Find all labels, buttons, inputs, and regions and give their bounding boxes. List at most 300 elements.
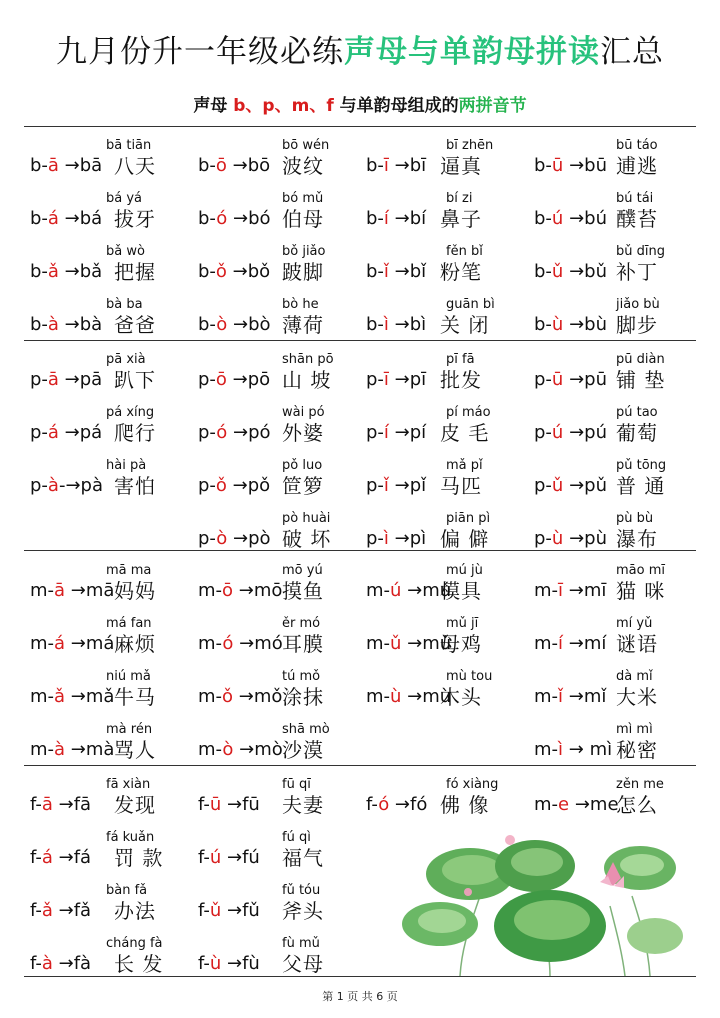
- example-word: 怎么: [616, 793, 658, 817]
- initial-consonant: b-: [198, 314, 217, 335]
- initial-consonant: m-: [198, 633, 223, 654]
- example-word: 木头: [440, 685, 482, 709]
- spelling-formula: [366, 207, 426, 231]
- syllable-cell: [30, 185, 200, 237]
- initial-consonant: f-: [198, 953, 210, 974]
- initial-consonant: m-: [30, 686, 55, 707]
- final-vowel: ǐ: [383, 261, 389, 282]
- syllable-result: →pó: [227, 422, 271, 443]
- example-word: 瀑布: [616, 527, 658, 551]
- final-vowel: ú: [551, 208, 564, 229]
- initial-consonant: p-: [198, 475, 216, 496]
- syllable-result: →pǒ: [226, 475, 271, 496]
- syllable-cell: [534, 346, 704, 398]
- syllable-result: →mō: [233, 580, 283, 601]
- pinyin-annotation: bá yá: [106, 191, 143, 206]
- syllable-result: →pò: [227, 528, 271, 549]
- spelling-formula: [30, 260, 102, 284]
- final-vowel: ā: [47, 155, 59, 176]
- pinyin-annotation: hài pà: [106, 458, 147, 473]
- example-word: 罚 款: [114, 846, 164, 870]
- final-vowel: ō: [222, 580, 234, 601]
- final-vowel: ā: [41, 794, 53, 815]
- initial-consonant: b-: [366, 155, 384, 176]
- example-word: 破 坏: [282, 527, 332, 551]
- pinyin-annotation: bǎ wò: [106, 244, 145, 259]
- example-word: 外婆: [282, 421, 324, 445]
- example-word: 长 发: [114, 952, 164, 976]
- syllable-cell: [30, 399, 200, 451]
- syllable-result: →bǒ: [226, 261, 271, 282]
- example-word: 趴下: [114, 368, 156, 392]
- syllable-cell: [534, 505, 704, 557]
- syllable-cell: [366, 346, 536, 398]
- final-vowel: ǔ: [551, 475, 564, 496]
- example-word: 八天: [114, 154, 156, 178]
- example-word: 爸爸: [114, 313, 156, 337]
- example-word: 葡萄: [616, 421, 658, 445]
- syllable-result: →bí: [388, 208, 427, 229]
- final-vowel: ū: [209, 794, 222, 815]
- pinyin-annotation: fǔ tóu: [282, 883, 321, 898]
- pinyin-annotation: mǔ jī: [446, 616, 479, 631]
- final-vowel: ū: [551, 369, 564, 390]
- syllable-cell: [30, 663, 200, 715]
- pinyin-annotation: bā tiān: [106, 138, 152, 153]
- final-vowel: í: [383, 422, 389, 443]
- syllable-result: →mà: [65, 739, 115, 760]
- spelling-formula: [30, 738, 114, 762]
- title-prefix: 九月份升一年级必练: [56, 34, 344, 70]
- spelling-formula: [534, 207, 607, 231]
- final-vowel: ǎ: [41, 900, 53, 921]
- initial-consonant: f-: [30, 794, 42, 815]
- spelling-formula: [30, 421, 102, 445]
- spelling-formula: [198, 154, 270, 178]
- syllable-cell: [30, 824, 200, 876]
- final-vowel: ō: [215, 155, 227, 176]
- initial-consonant: p-: [534, 475, 552, 496]
- pinyin-annotation: māo mī: [616, 563, 665, 578]
- example-word: 斧头: [282, 899, 324, 923]
- subtitle-initials: b、p、m、f: [233, 96, 334, 116]
- example-word: 山 坡: [282, 368, 332, 392]
- syllable-result: →pù: [563, 528, 607, 549]
- syllable-result: →pí: [388, 422, 427, 443]
- syllable-result: →fū: [221, 794, 260, 815]
- initial-consonant: m-: [198, 580, 223, 601]
- example-word: 麻烦: [114, 632, 156, 656]
- initial-consonant: p-: [198, 369, 216, 390]
- initial-consonant: m-: [30, 580, 55, 601]
- initial-consonant: f-: [198, 794, 210, 815]
- initial-consonant: f-: [198, 900, 210, 921]
- syllable-cell: [534, 452, 704, 504]
- syllable-cell: [366, 771, 536, 823]
- syllable-result: →bì: [388, 314, 427, 335]
- spelling-formula: [30, 313, 102, 337]
- lotus-leaf-illustration: [400, 826, 690, 976]
- pinyin-annotation: bǒ jiǎo: [282, 244, 326, 259]
- syllable-cell: [366, 399, 536, 451]
- syllable-result: →mǔ: [401, 633, 452, 654]
- example-word: 父母: [282, 952, 324, 976]
- example-word: 批发: [440, 368, 482, 392]
- initial-consonant: m-: [198, 739, 223, 760]
- spelling-formula: [534, 685, 606, 709]
- example-word: 爬行: [114, 421, 156, 445]
- example-word: 福气: [282, 846, 324, 870]
- final-vowel: ā: [47, 369, 59, 390]
- initial-consonant: m-: [198, 686, 223, 707]
- syllable-cell: [198, 238, 368, 290]
- final-vowel: ì: [383, 314, 389, 335]
- final-vowel: á: [47, 422, 59, 443]
- initial-consonant: b-: [198, 261, 216, 282]
- spelling-formula: [30, 368, 102, 392]
- pinyin-annotation: má fan: [106, 616, 152, 631]
- initial-consonant: m-: [534, 686, 559, 707]
- example-word: 涂抹: [282, 685, 324, 709]
- spelling-formula: [366, 579, 451, 603]
- initial-consonant: f-: [30, 847, 42, 868]
- pinyin-annotation: pù bù: [616, 511, 654, 526]
- example-word: 夫妻: [282, 793, 324, 817]
- initial-consonant: b-: [198, 208, 217, 229]
- example-word: 办法: [114, 899, 156, 923]
- initial-consonant: p-: [366, 422, 384, 443]
- syllable-result: →mò: [233, 739, 283, 760]
- pinyin-annotation: guān bì: [446, 297, 495, 312]
- spelling-formula: [366, 474, 426, 498]
- pinyin-annotation: bó mǔ: [282, 191, 324, 206]
- spelling-formula: [198, 474, 270, 498]
- example-word: 妈妈: [114, 579, 156, 603]
- initial-consonant: p-: [534, 528, 552, 549]
- spelling-formula: [366, 313, 426, 337]
- pinyin-annotation: bí zi: [446, 191, 473, 206]
- pinyin-annotation: ěr mó: [282, 616, 321, 631]
- syllable-result: →fú: [221, 847, 260, 868]
- spelling-formula: [366, 260, 426, 284]
- example-word: 波纹: [282, 154, 324, 178]
- spelling-formula: [366, 421, 426, 445]
- spelling-formula: [534, 738, 612, 762]
- example-word: 铺 垫: [616, 368, 666, 392]
- syllable-cell: [198, 663, 368, 715]
- syllable-result: →pǐ: [388, 475, 427, 496]
- initial-consonant: p-: [534, 422, 552, 443]
- example-word: 逼真: [440, 154, 482, 178]
- syllable-cell: [30, 346, 200, 398]
- syllable-cell: [534, 132, 704, 184]
- example-word: 母鸡: [440, 632, 482, 656]
- example-word: 鼻子: [440, 207, 482, 231]
- syllable-cell: [534, 716, 704, 768]
- spelling-formula: [198, 527, 271, 551]
- example-word: 马匹: [440, 474, 482, 498]
- syllable-result: →pā: [58, 369, 103, 390]
- syllable-cell: [198, 610, 368, 662]
- pinyin-annotation: pú tao: [616, 405, 658, 420]
- example-word: 模具: [440, 579, 482, 603]
- spelling-formula: [198, 846, 260, 870]
- pinyin-annotation: pǒ luo: [282, 458, 323, 473]
- pinyin-annotation: fū qī: [282, 777, 311, 792]
- initial-consonant: m-: [534, 580, 559, 601]
- syllable-cell: [198, 930, 368, 982]
- subtitle-highlight: 两拼音节: [458, 96, 527, 116]
- final-vowel: ǒ: [222, 686, 234, 707]
- spelling-formula: [534, 421, 607, 445]
- spelling-formula: [198, 207, 271, 231]
- example-word: 伯母: [282, 207, 324, 231]
- title-suffix: 汇总: [600, 34, 664, 70]
- spelling-formula: [534, 632, 606, 656]
- initial-consonant: p-: [366, 369, 384, 390]
- final-vowel: ó: [378, 794, 390, 815]
- syllable-cell: [534, 238, 704, 290]
- spelling-formula: [534, 313, 607, 337]
- syllable-result: →mā: [65, 580, 115, 601]
- final-vowel: à: [54, 739, 66, 760]
- syllable-result: →fù: [221, 953, 260, 974]
- spelling-formula: [198, 368, 270, 392]
- syllable-cell: [534, 291, 704, 343]
- subtitle-part-2: 与单韵母组成的: [333, 96, 459, 116]
- pinyin-annotation: bō wén: [282, 138, 330, 153]
- syllable-result: →fā: [52, 794, 92, 815]
- syllable-cell: [366, 238, 536, 290]
- syllable-result: →bó: [227, 208, 271, 229]
- syllable-cell: [366, 557, 536, 609]
- pinyin-annotation: zěn me: [616, 777, 664, 792]
- spelling-formula: [366, 154, 426, 178]
- pinyin-annotation: mì mì: [616, 722, 653, 737]
- spelling-formula: [30, 793, 91, 817]
- syllable-cell: [198, 346, 368, 398]
- pinyin-annotation: tú mǒ: [282, 669, 321, 684]
- spelling-formula: [30, 899, 91, 923]
- syllable-cell: [534, 185, 704, 237]
- syllable-cell: [366, 663, 536, 715]
- final-vowel: ā: [54, 580, 66, 601]
- syllable-result: →fǎ: [52, 900, 92, 921]
- example-word: 偏 僻: [440, 527, 490, 551]
- syllable-result: →mú: [401, 580, 452, 601]
- syllable-cell: [198, 716, 368, 768]
- syllable-cell: [198, 291, 368, 343]
- syllable-cell: [366, 505, 536, 557]
- spelling-formula: [534, 260, 607, 284]
- pinyin-annotation: pí máo: [446, 405, 491, 420]
- syllable-result: →mó: [233, 633, 283, 654]
- final-vowel: á: [41, 847, 53, 868]
- spelling-formula: [366, 793, 427, 817]
- final-vowel: ù: [551, 314, 564, 335]
- syllable-result: →fá: [52, 847, 92, 868]
- initial-consonant: m-: [366, 580, 391, 601]
- spelling-formula: [198, 579, 282, 603]
- pinyin-annotation: mà rén: [106, 722, 153, 737]
- final-vowel: ǒ: [215, 261, 227, 282]
- syllable-cell: [198, 824, 368, 876]
- spelling-formula: [534, 368, 607, 392]
- example-word: 跛脚: [282, 260, 324, 284]
- initial-consonant: p-: [198, 528, 217, 549]
- pinyin-annotation: pá xíng: [106, 405, 155, 420]
- final-vowel: ī: [383, 155, 389, 176]
- syllable-result: →pō: [226, 369, 271, 390]
- pinyin-annotation: fā xiàn: [106, 777, 151, 792]
- spelling-formula: [534, 474, 607, 498]
- syllable-cell: [198, 505, 368, 557]
- spelling-formula: [534, 579, 606, 603]
- syllable-cell: [30, 238, 200, 290]
- page-subtitle: [0, 93, 720, 119]
- syllable-result: →bī: [388, 155, 427, 176]
- example-word: 猫 咪: [616, 579, 666, 603]
- spelling-formula: [198, 685, 282, 709]
- pinyin-annotation: fó xiàng: [446, 777, 499, 792]
- initial-consonant: b-: [366, 314, 384, 335]
- initial-consonant: b-: [366, 261, 384, 282]
- syllable-result: →pǔ: [563, 475, 607, 496]
- syllable-cell: [198, 399, 368, 451]
- initial-consonant: f-: [366, 794, 379, 815]
- page-footer: 第 1 页 共 6 页: [322, 990, 398, 1003]
- final-vowel: ú: [551, 422, 564, 443]
- syllable-cell: [366, 610, 536, 662]
- example-word: 害怕: [114, 474, 156, 498]
- page-title: [0, 32, 720, 72]
- pinyin-annotation: bò he: [282, 297, 319, 312]
- spelling-formula: [198, 313, 271, 337]
- spelling-formula: [366, 632, 451, 656]
- pinyin-annotation: pū diàn: [616, 352, 665, 367]
- initial-consonant: m-: [30, 739, 55, 760]
- syllable-result: →pì: [388, 528, 427, 549]
- final-vowel: ú: [209, 847, 222, 868]
- example-word: 粉笔: [440, 260, 482, 284]
- final-vowel: à: [47, 314, 59, 335]
- initial-consonant: p-: [198, 422, 217, 443]
- initial-consonant: m-: [534, 794, 559, 815]
- initial-consonant: b-: [30, 261, 48, 282]
- example-word: 皮 毛: [440, 421, 490, 445]
- example-word: 沙漠: [282, 738, 324, 762]
- final-vowel: ì: [558, 739, 564, 760]
- syllable-result: →mǎ: [65, 686, 115, 707]
- spelling-formula: [30, 632, 114, 656]
- pinyin-annotation: bàn fǎ: [106, 883, 148, 898]
- syllable-cell: [30, 291, 200, 343]
- initial-consonant: b-: [30, 155, 48, 176]
- syllable-cell: [198, 185, 368, 237]
- syllable-cell: [534, 610, 704, 662]
- spelling-formula: [30, 474, 103, 498]
- final-vowel: ǐ: [383, 475, 389, 496]
- final-vowel: ì: [383, 528, 389, 549]
- final-vowel: ò: [216, 528, 228, 549]
- example-word: 笸箩: [282, 474, 324, 498]
- syllable-result: →mī: [563, 580, 607, 601]
- final-vowel: í: [558, 633, 564, 654]
- final-vowel: à: [47, 475, 59, 496]
- syllable-cell: [198, 877, 368, 929]
- spelling-formula: [30, 846, 91, 870]
- spelling-formula: [30, 207, 102, 231]
- final-vowel: ù: [209, 953, 222, 974]
- syllable-result: →bǎ: [58, 261, 103, 282]
- final-vowel: ǎ: [54, 686, 66, 707]
- syllable-result: →bà: [58, 314, 103, 335]
- syllable-cell: [30, 877, 200, 929]
- pinyin-annotation: bū táo: [616, 138, 658, 153]
- pinyin-annotation: fá kuǎn: [106, 830, 155, 845]
- final-vowel: ǐ: [558, 686, 564, 707]
- final-vowel: í: [383, 208, 389, 229]
- pinyin-annotation: bǔ dīng: [616, 244, 665, 259]
- syllable-result: →bò: [227, 314, 271, 335]
- initial-consonant: b-: [534, 208, 552, 229]
- example-word: 补丁: [616, 260, 658, 284]
- syllable-result: →bū: [563, 155, 607, 176]
- syllable-result: →mǐ: [563, 686, 607, 707]
- spelling-formula: [198, 421, 271, 445]
- spelling-formula: [366, 527, 426, 551]
- example-word: 醭苔: [616, 207, 658, 231]
- spelling-formula: [366, 685, 451, 709]
- final-vowel: ó: [216, 208, 228, 229]
- initial-consonant: b-: [198, 155, 216, 176]
- syllable-cell: [198, 132, 368, 184]
- final-vowel: á: [47, 208, 59, 229]
- pinyin-annotation: dà mǐ: [616, 669, 653, 684]
- pinyin-annotation: mā ma: [106, 563, 152, 578]
- spelling-formula: [534, 793, 619, 817]
- pinyin-annotation: pò huài: [282, 511, 331, 526]
- initial-consonant: b-: [534, 155, 552, 176]
- final-vowel: ó: [222, 633, 234, 654]
- example-word: 耳膜: [282, 632, 324, 656]
- initial-consonant: p-: [366, 475, 384, 496]
- pinyin-annotation: mǎ pǐ: [446, 458, 483, 473]
- final-vowel: ò: [222, 739, 234, 760]
- syllable-cell: [30, 557, 200, 609]
- final-vowel: e: [558, 794, 570, 815]
- example-word: 秘密: [616, 738, 658, 762]
- syllable-result: →mǒ: [233, 686, 283, 707]
- example-word: 关 闭: [440, 313, 490, 337]
- title-highlight: 声母与单韵母拼读: [344, 34, 600, 70]
- initial-consonant: p-: [30, 369, 48, 390]
- syllable-cell: [534, 663, 704, 715]
- syllable-result: →mù: [401, 686, 452, 707]
- example-word: 发现: [114, 793, 156, 817]
- final-vowel: ǔ: [551, 261, 564, 282]
- syllable-cell: [366, 132, 536, 184]
- spelling-formula: [198, 260, 270, 284]
- syllable-result: →pī: [388, 369, 427, 390]
- initial-consonant: b-: [30, 208, 48, 229]
- spelling-formula: [534, 154, 607, 178]
- syllable-cell: [198, 771, 368, 823]
- pinyin-annotation: mù tou: [446, 669, 493, 684]
- pinyin-annotation: fěn bǐ: [446, 244, 483, 259]
- pinyin-annotation: bà ba: [106, 297, 143, 312]
- spelling-formula: [198, 793, 260, 817]
